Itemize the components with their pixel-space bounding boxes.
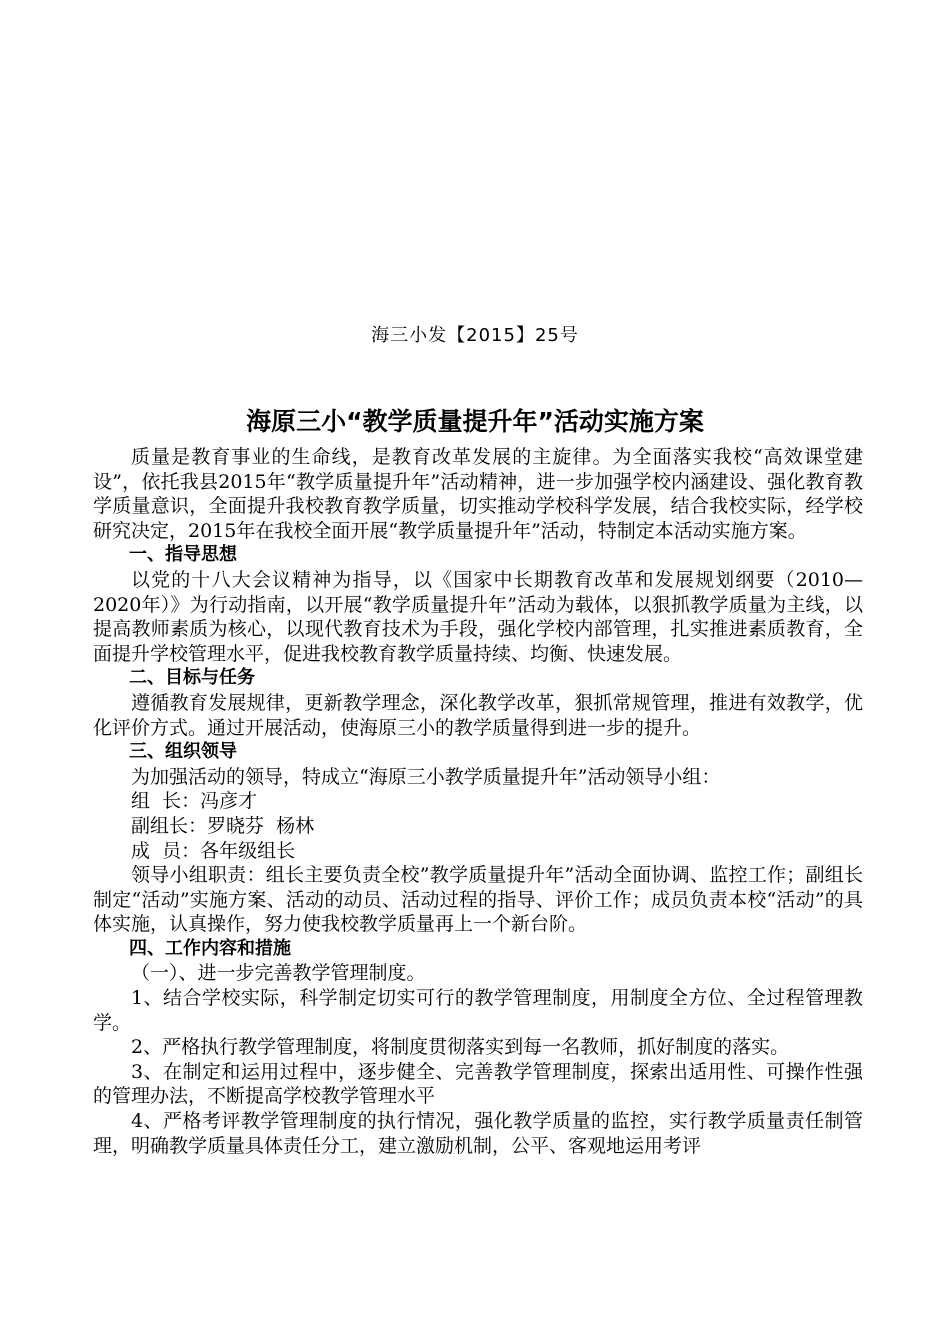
section-heading-leadership: 三、组织领导	[129, 741, 237, 763]
leader-line: 组 长：冯彦才	[131, 790, 258, 813]
document-title: 海原三小“教学质量提升年”活动实施方案	[246, 407, 704, 436]
section-heading-guiding-ideology: 一、指导思想	[129, 544, 237, 566]
paragraph-leadership-duties: 领导小组职责：组长主要负责全校”教学质量提升年”活动全面协调、监控工作；副组长制定“活动”实施方案、活动的动员、活动过程的指导、评价工作；成员负责本校“活动”的具体实施，认真操作，努力使我校教学质量再上一个新台阶。	[93, 864, 863, 936]
paragraph-guiding-ideology: 以党的十八大会议精神为指导，以《国家中长期教育改革和发展规划纲要（2010—2020年）》为行动指南，以开展“教学质量提升年”活动为载体，以狠抓教学质量为主线，以提高教师素质为核心，以现代教育技术为手段，强化学校内部管理，扎实推进素质教育，全面提升学校管理水平，促进我校教育教学质量持续、均衡、快速发展。	[93, 568, 863, 665]
document-number: 海三小发【2015】25号	[371, 325, 579, 346]
section-heading-goals: 二、目标与任务	[129, 667, 255, 689]
intro-paragraph: 质量是教育事业的生命线，是教育改革发展的主旋律。为全面落实我校“高效课堂建设”，依托我县2015年“教学质量提升年”活动精神，进一步加强学校内涵建设、强化教育教学质量意识，全面提升我校教育教学质量，切实推动学校科学发展，结合我校实际，经学校研究决定，2015年在我校全面开展“教学质量提升年”活动，特制定本活动实施方案。	[93, 446, 863, 542]
list-item: 2、严格执行教学管理制度，将制度贯彻落实到每一名教师，抓好制度的落实。	[131, 1036, 790, 1059]
paragraph-goals: 遵循教育发展规律，更新教学理念，深化教学改革，狠抓常规管理，推进有效教学，优化评价方式。通过开展活动，使海原三小的教学质量得到进一步的提升。	[93, 691, 863, 739]
list-item: 4、严格考评教学管理制度的执行情况，强化教学质量的监控，实行教学质量责任制管理，明确教学质量具体责任分工，建立激励机制，公平、客观地运用考评	[93, 1110, 863, 1157]
list-item: 3、在制定和运用过程中，逐步健全、完善教学管理制度，探索出适用性、可操作性强的管理办法，不断提高学校教学管理水平	[93, 1060, 863, 1108]
deputy-leader-line: 副组长：罗晓芬 杨林	[131, 814, 315, 837]
document-body	[93, 445, 863, 1158]
section-heading-work-content: 四、工作内容和措施	[129, 937, 291, 959]
members-line: 成 员：各年级组长	[131, 839, 296, 862]
paragraph-leadership-intro: 为加强活动的领导，特成立“海原三小教学质量提升年”活动领导小组：	[131, 765, 721, 788]
subsection-heading-management: （一）、进一步完善教学管理制度。	[131, 962, 426, 985]
list-item: 1、结合学校实际，科学制定切实可行的教学管理制度，用制度全方位、全过程管理教学。	[93, 987, 863, 1034]
